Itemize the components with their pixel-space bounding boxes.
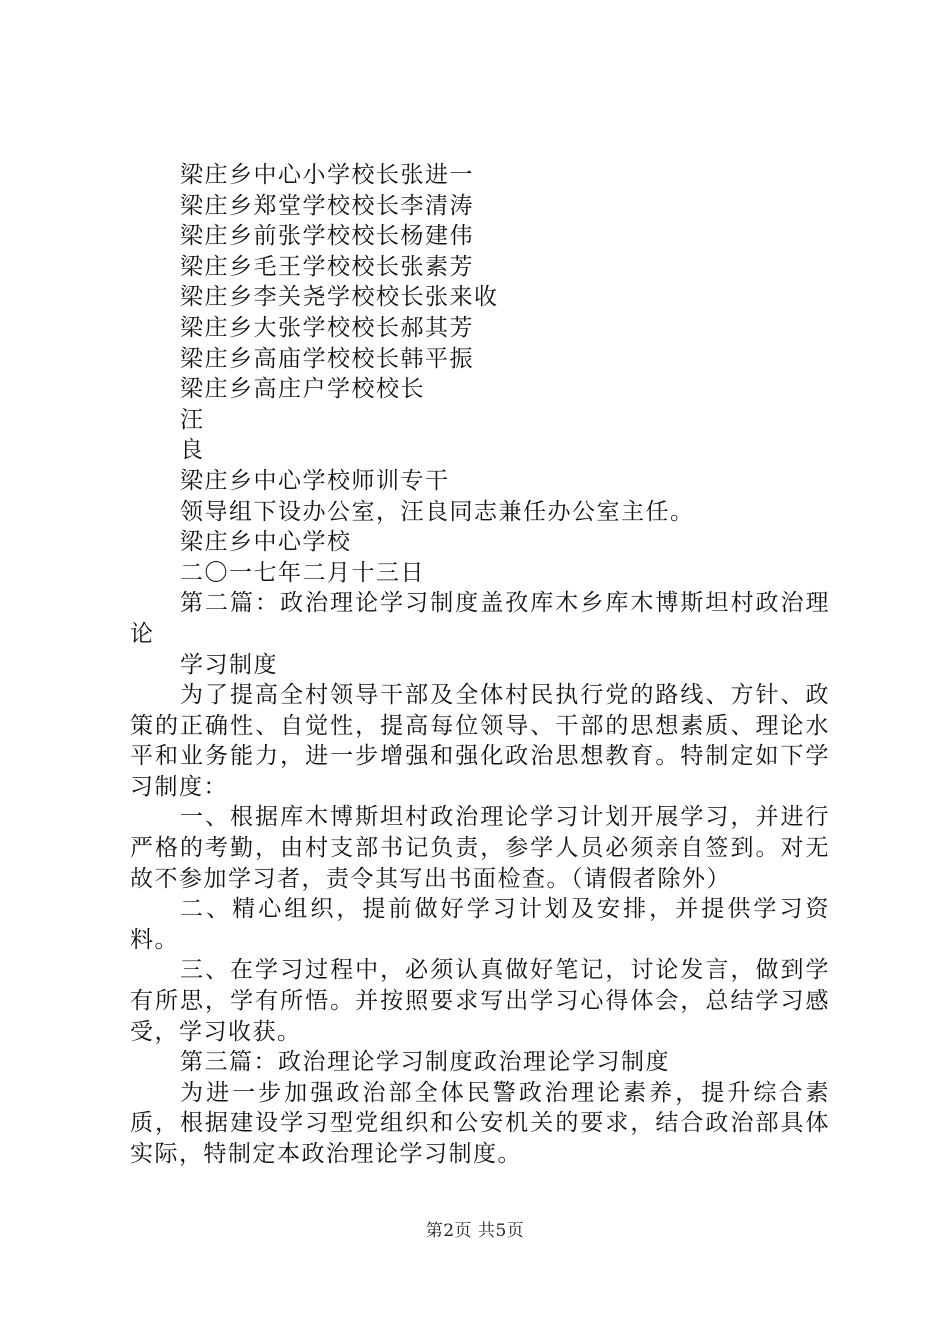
section-3-title: 第三篇：政治理论学习制度政治理论学习制度 (180, 1049, 670, 1076)
list-line: 梁庄乡郑堂学校校长李清涛 (180, 192, 474, 219)
list-line: 梁庄乡高庙学校校长韩平振 (180, 345, 474, 372)
list-line: 良 (180, 437, 205, 464)
section-2-subtitle: 学习制度 (180, 651, 278, 678)
list-line: 汪 (180, 406, 205, 433)
section-2-paragraph: 二、精心组织，提前做好学习计划及安排，并提供学习资料。 (130, 896, 830, 953)
list-line: 梁庄乡中心学校师训专干 (180, 467, 450, 494)
list-line: 梁庄乡前张学校校长杨建伟 (180, 223, 474, 250)
section-3-paragraph: 为进一步加强政治部全体民警政治理论素养，提升综合素质，根据建设学习型党组织和公安机关的要求，结合政治部具体实际，特制定本政治理论学习制度。 (130, 1079, 830, 1167)
signature-date: 二〇一七年二月十三日 (180, 559, 425, 586)
list-line: 梁庄乡高庄户学校校长 (180, 376, 425, 403)
page-content (130, 160, 830, 1170)
list-line: 梁庄乡李关尧学校校长张来收 (180, 284, 499, 311)
section-2-paragraph: 三、在学习过程中，必须认真做好笔记，讨论发言，做到学有所思，学有所悟。并按照要求写出学习心得体会，总结学习感受，学习收获。 (130, 957, 830, 1045)
list-line: 梁庄乡大张学校校长郝其芳 (180, 314, 474, 341)
section-2-paragraph: 为了提高全村领导干部及全体村民执行党的路线、方针、政策的正确性、自觉性，提高每位领导、干部的思想素质、理论水平和业务能力，进一步增强和强化政治思想教育。特制定如下学习制度： (130, 682, 830, 800)
list-line: 梁庄乡中心小学校长张进一 (180, 162, 474, 188)
page-number: 第2页 共5页 (425, 1221, 525, 1241)
signature-org: 梁庄乡中心学校 (180, 529, 352, 556)
office-note: 领导组下设办公室，汪良同志兼任办公室主任。 (180, 498, 695, 525)
section-2-title: 第二篇：政治理论学习制度盖孜库木乡库木博斯坦村政治理论 (130, 590, 830, 647)
section-2-paragraph: 一、根据库木博斯坦村政治理论学习计划开展学习，并进行严格的考勤，由村支部书记负责，参学人员必须亲自签到。对无故不参加学习者，责令其写出书面检查。（请假者除外） (130, 804, 830, 892)
list-line: 梁庄乡毛王学校校长张素芳 (180, 253, 474, 280)
